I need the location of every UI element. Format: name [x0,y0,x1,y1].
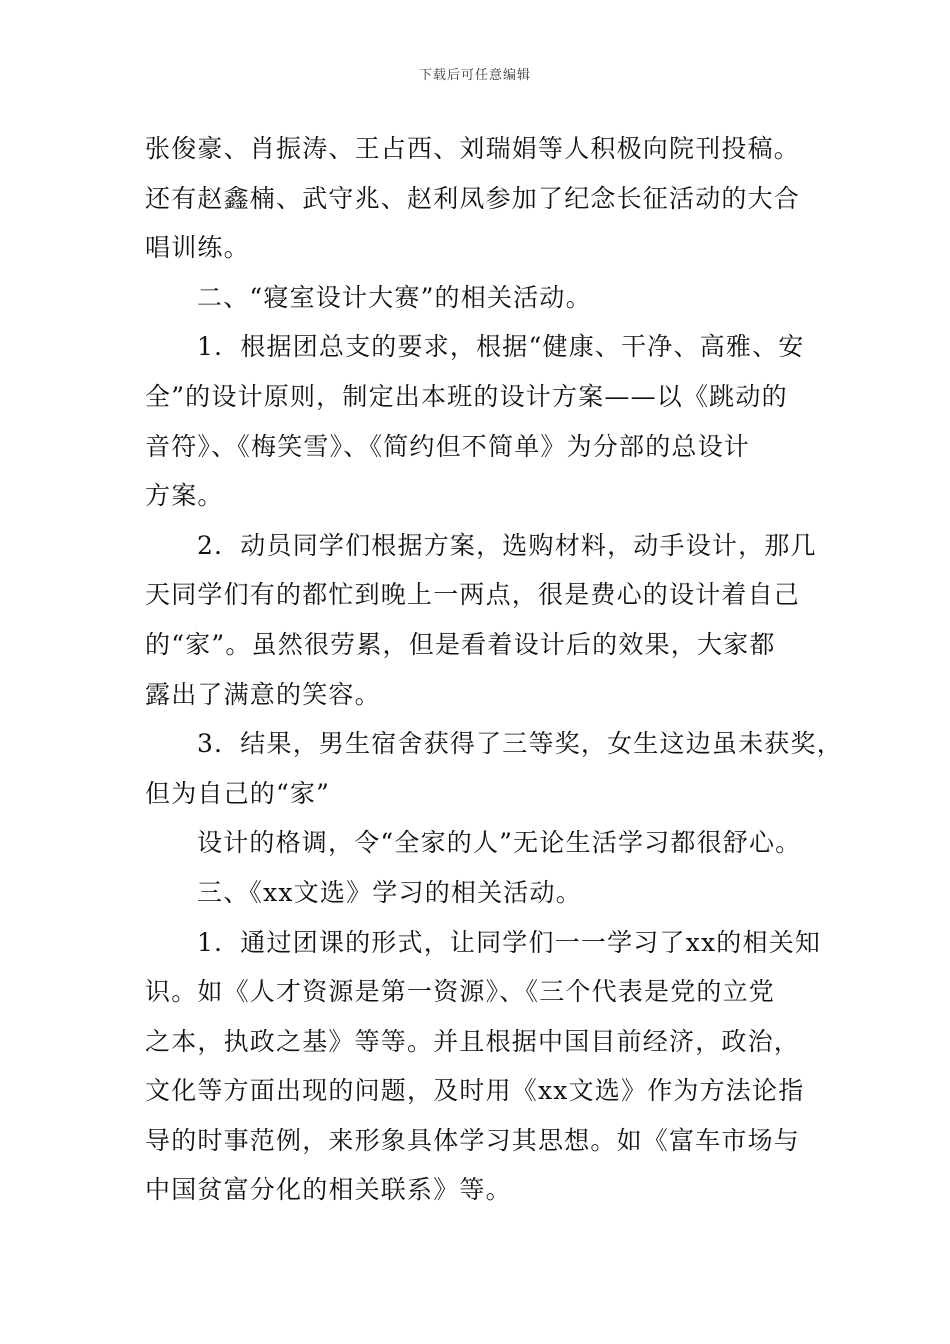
text-line: 导的时事范例，来形象具体学习其思想。如《富车市场与 [145,1125,801,1155]
page-header: 下载后可任意编辑 [418,68,531,83]
text-line: 3．结果，男生宿舍获得了三等奖，女生这边虽未获奖， [197,729,843,759]
text-line: 识。如《人才资源是第一资源》、《三个代表是党的立党 [145,977,776,1007]
text-line: 中国贫富分化的相关联系》等。 [145,1175,512,1205]
text-line: 设计的格调，令“全家的人”无论生活学习都很舒心。 [197,828,802,858]
text-line: 唱训练。 [145,233,250,263]
text-line: 2．动员同学们根据方案，选购材料，动手设计，那几 [197,530,817,560]
text-line: 但为自己的“家” [145,778,331,808]
text-line: 文化等方面出现的问题，及时用《xx文选》作为方法论指 [145,1076,805,1106]
section-heading: 三、《xx文选》学习的相关活动。 [197,877,582,907]
body-text [145,124,845,1215]
text-line: 天同学们有的都忙到晚上一两点，很是费心的设计着自己 [145,580,801,610]
text-line: 方案。 [145,481,224,511]
text-line: 的“家”。虽然很劳累，但是看着设计后的效果，大家都 [145,629,776,659]
section-heading: 二、“寝室设计大赛”的相关活动。 [197,282,592,312]
text-line: 全”的设计原则，制定出本班的设计方案——以《跳动的 [145,381,788,411]
text-line: 露出了满意的笑容。 [145,679,381,709]
text-line: 1．通过团课的形式，让同学们一一学习了xx的相关知 [197,927,822,957]
text-line: 之本，执政之基》等等。并且根据中国目前经济，政治， [145,1026,801,1056]
text-line: 还有赵鑫楠、武守兆、赵利凤参加了纪念长征活动的大合 [145,183,801,213]
text-line: 1．根据团总支的要求，根据“健康、干净、高雅、安 [197,332,805,362]
text-line: 张俊豪、肖振涛、王占西、刘瑞娟等人积极向院刊投稿。 [145,134,801,163]
text-line: 音符》、《梅笑雪》、《简约但不简单》为分部的总设计 [145,431,751,461]
